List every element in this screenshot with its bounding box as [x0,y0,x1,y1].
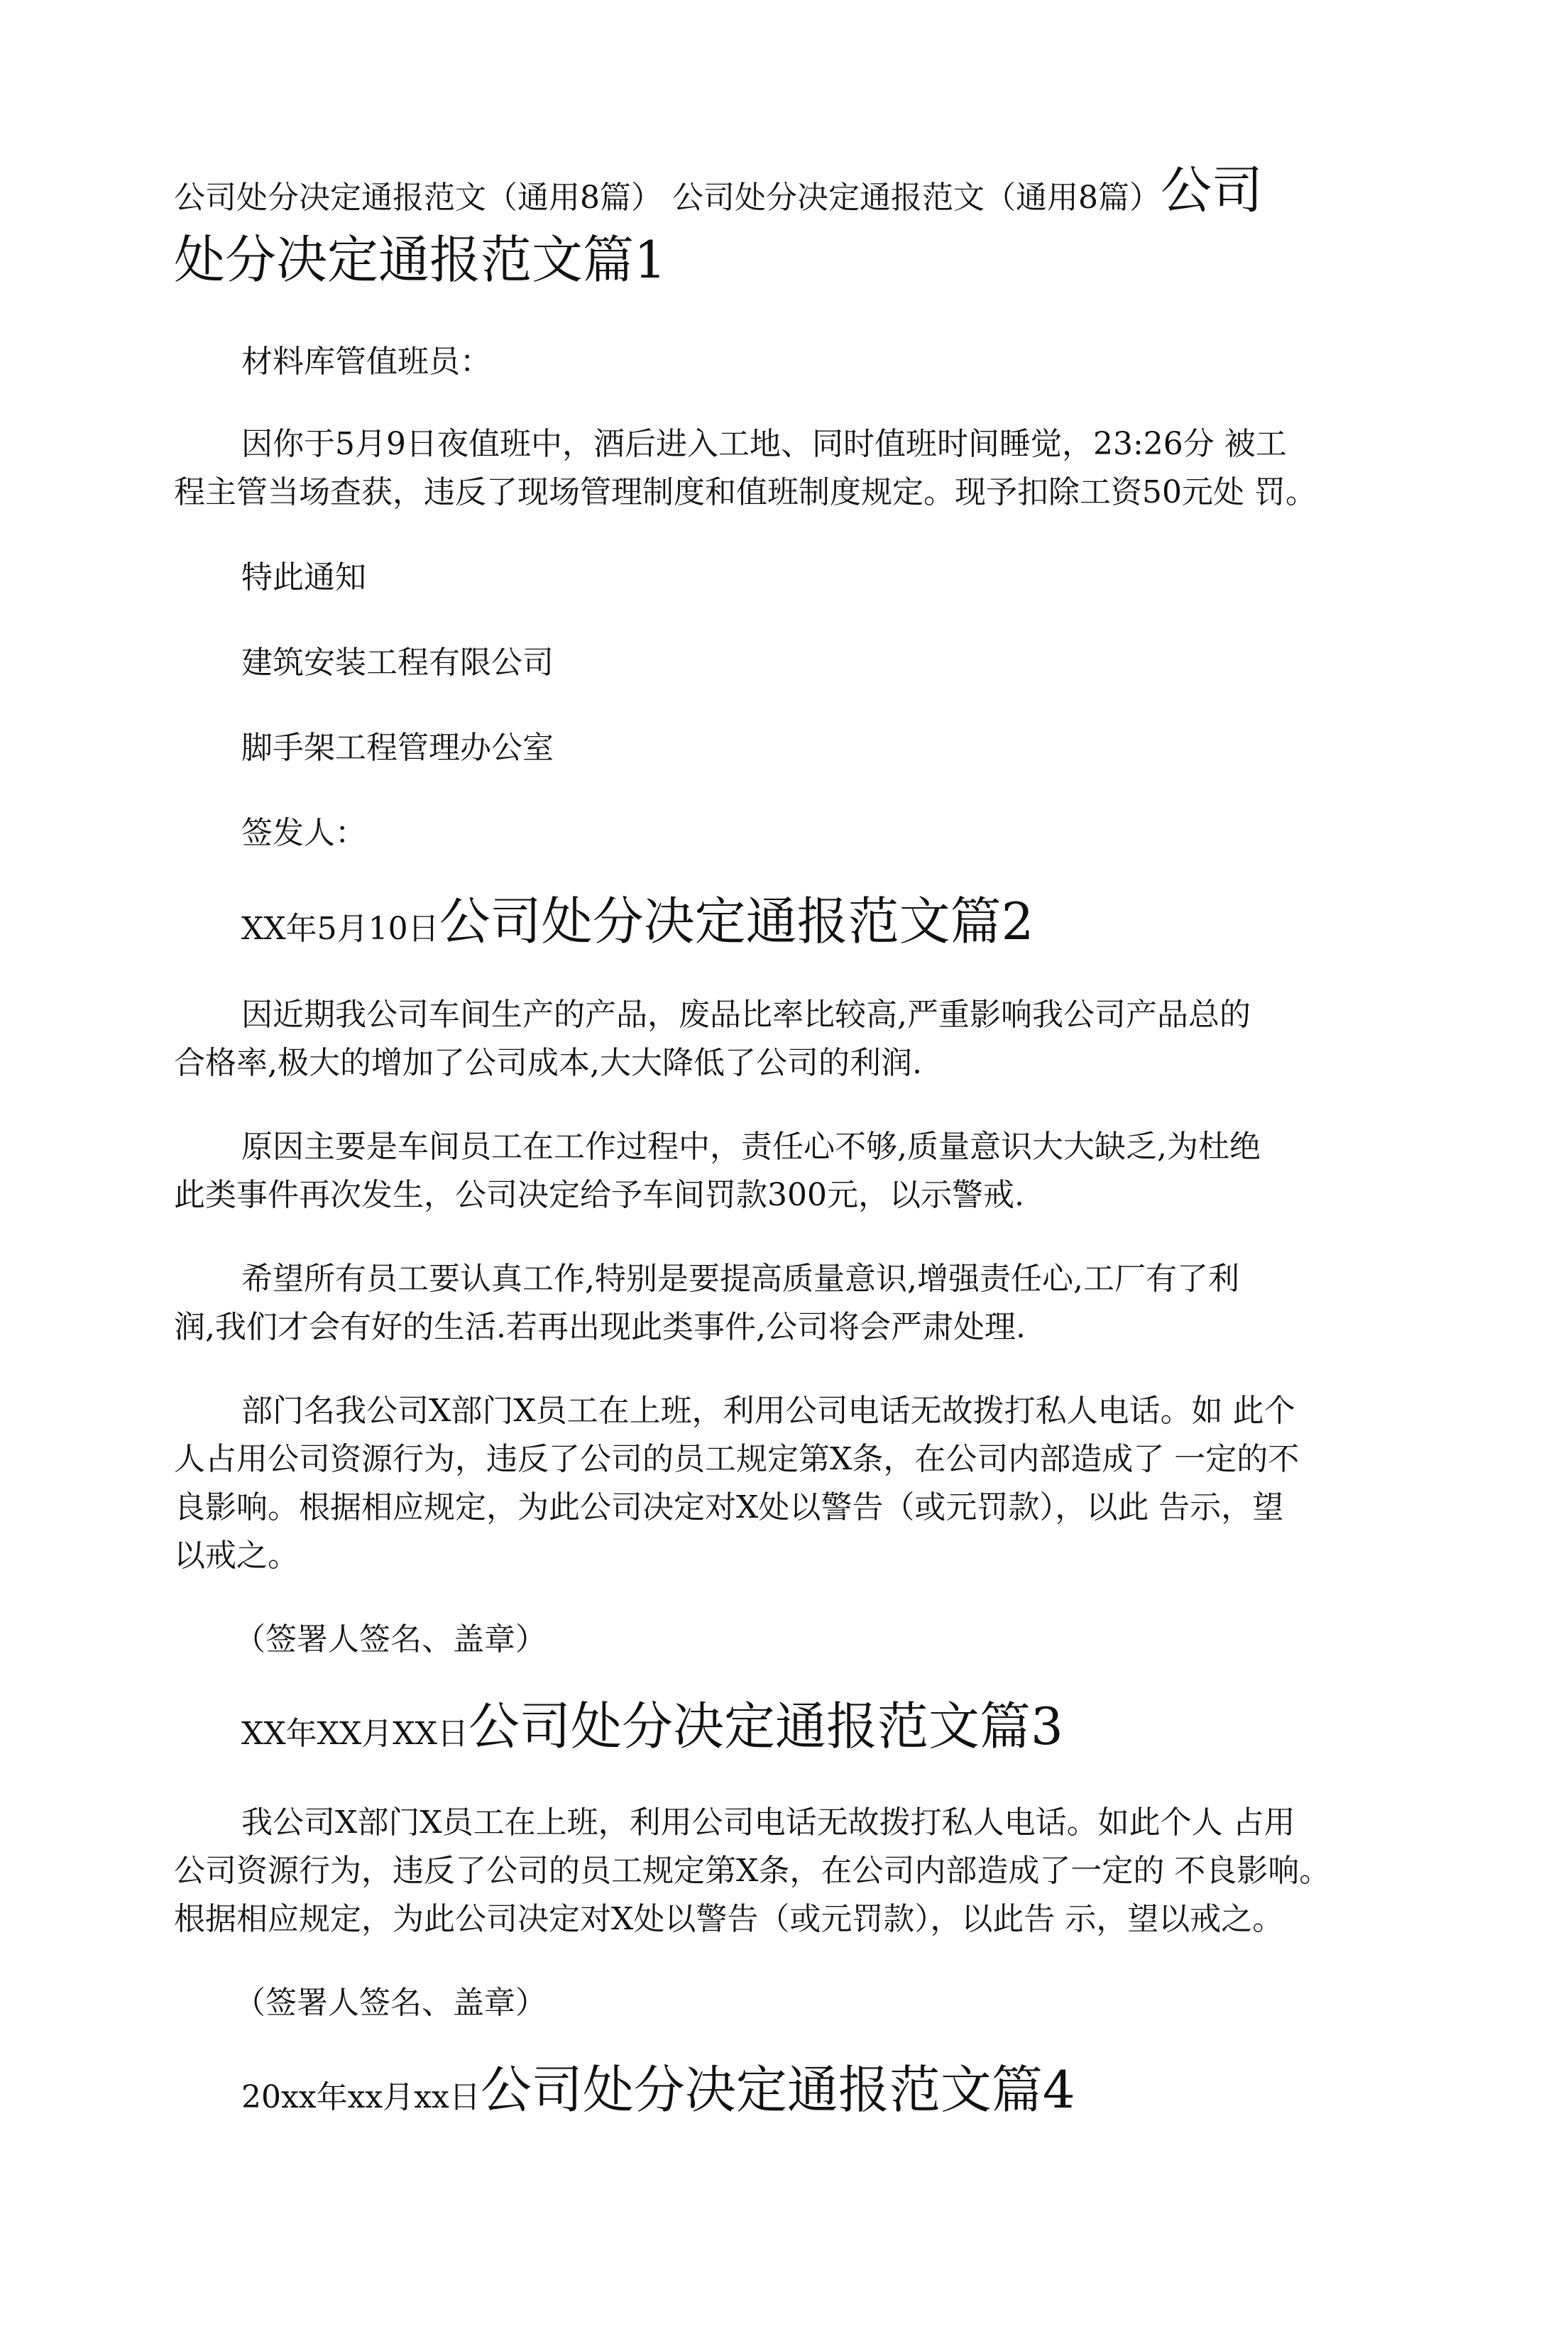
addressee: 材料库管值班员： [241,344,491,380]
paragraph-line: 我公司X部门X员工在上班，利用公司电话无故拨打私人电话。如此个人 占用 [241,1804,1295,1841]
section-heading-1: 处分决定通报范文篇1 [174,230,667,290]
date-text: XX年XX月XX日 [241,1716,468,1752]
office-name: 脚手架工程管理办公室 [241,730,554,766]
paragraph-line: 因你于5月9日夜值班中，酒后进入工地、同时值班时间睡觉，23:26分 被工 [241,426,1287,462]
date-heading-line [241,1697,1063,1756]
document-title-big: 公司 [1160,160,1263,220]
paragraph-line: 公司资源行为，违反了公司的员工规定第X条，在公司内部造成了一定的 不良影响。 [174,1853,1331,1889]
document-title-small: 公司处分决定通报范文（通用8篇） 公司处分决定通报范文（通用8篇） [174,180,1161,216]
paragraph-line: 人占用公司资源行为，违反了公司的员工规定第X条，在公司内部造成了 一定的不 [174,1441,1300,1477]
section-heading-2: 公司处分决定通报范文篇2 [439,892,1034,951]
paragraph-line: 部门名我公司X部门X员工在上班，利用公司电话无故拨打私人电话。如 此个 [241,1393,1295,1429]
paragraph-line: 因近期我公司车间生产的产品，废品比率比较高,严重影响我公司产品总的 [241,997,1251,1033]
paragraph-line: 以戒之。 [174,1538,299,1574]
document-title-line-1 [174,160,1263,220]
paragraph-line: 此类事件再次发生，公司决定给予车间罚款300元，以示警戒. [174,1177,1024,1213]
date-text: XX年5月10日 [241,911,439,947]
company-name: 建筑安装工程有限公司 [241,645,554,681]
paragraph-line: 润,我们才会有好的生活.若再出现此类事件,公司将会严肃处理. [174,1309,1026,1345]
date-text: 20xx年xx月xx日 [241,2079,481,2115]
date-heading-line [241,2060,1075,2120]
section-heading-3: 公司处分决定通报范文篇3 [468,1697,1063,1756]
paragraph-line: 良影响。根据相应规定，为此公司决定对X处以警告（或元罚款），以此 告示，望 [174,1489,1284,1525]
paragraph-line: 原因主要是车间员工在工作过程中，责任心不够,质量意识大大缺乏,为杜绝 [241,1129,1261,1165]
signature-line: （签署人签名、盖章） [234,1985,547,2021]
paragraph-line: 希望所有员工要认真工作,特别是要提高质量意识,增强责任心,工厂有了利 [241,1261,1239,1297]
issuer-label: 签发人： [241,815,366,851]
date-heading-line [241,892,1034,951]
paragraph-line: 合格率,极大的增加了公司成本,大大降低了公司的利润. [174,1045,922,1081]
notice-line: 特此通知 [241,559,366,596]
signature-line: （签署人签名、盖章） [234,1621,547,1658]
section-heading-4: 公司处分决定通报范文篇4 [480,2060,1075,2120]
paragraph-line: 根据相应规定，为此公司决定对X处以警告（或元罚款），以此告 示，望以戒之。 [174,1901,1284,1937]
paragraph-line: 程主管当场查获，违反了现场管理制度和值班制度规定。现予扣除工资50元处 罚。 [174,474,1317,510]
